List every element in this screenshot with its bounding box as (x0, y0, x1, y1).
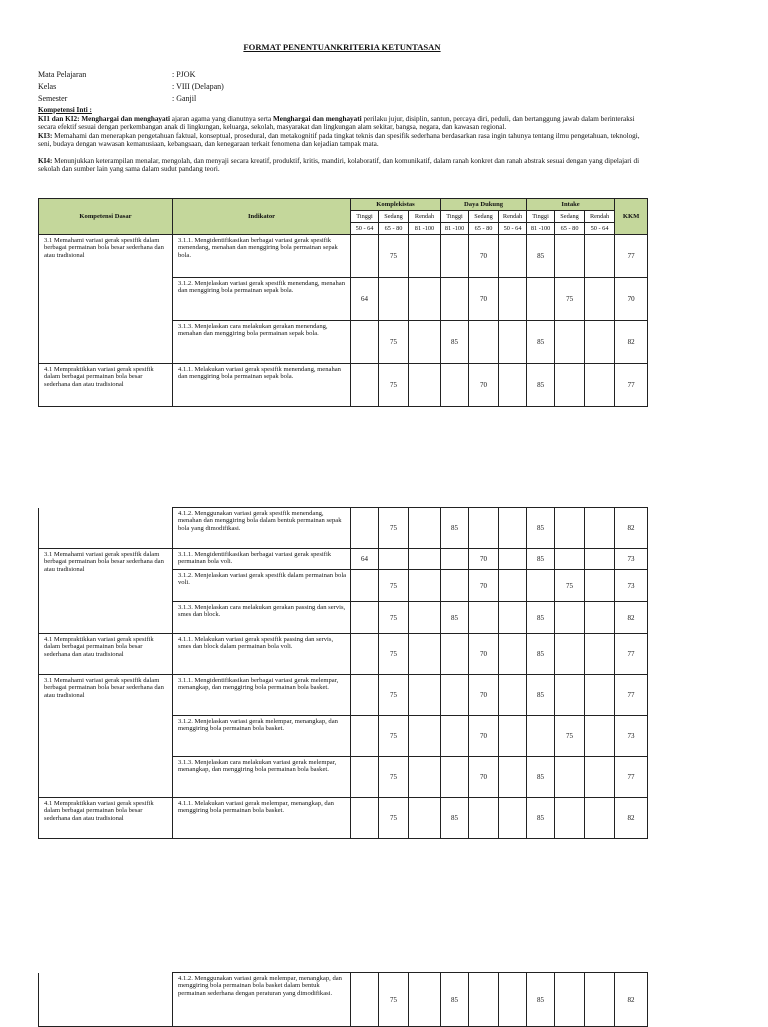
score-cell (555, 549, 585, 570)
kkm-cell: 77 (615, 675, 648, 716)
score-cell (409, 973, 441, 1027)
score-cell: 70 (469, 757, 499, 798)
score-cell (441, 278, 469, 321)
score-cell: 85 (441, 321, 469, 364)
ki-heading: Kompetensi Inti : (38, 106, 92, 114)
indikator-cell: 4.1.2. Menggunakan variasi gerak melempar, menangkap, dan menggiring bola permainan bola basket dalam bentuk permainan sederhana dengan peraturan yang dimodifikasi. (173, 973, 351, 1027)
score-cell (555, 757, 585, 798)
kkm-cell: 82 (615, 602, 648, 634)
score-cell (585, 634, 615, 675)
score-cell (585, 675, 615, 716)
score-cell: 85 (441, 973, 469, 1027)
score-cell: 75 (379, 321, 409, 364)
score-cell (441, 570, 469, 602)
indikator-cell: 3.1.2. Menjelaskan variasi gerak melempar, menangkap, dan menggiring bola permainan bola basket. (173, 716, 351, 757)
range-header: 50 - 64 (351, 223, 379, 235)
kd-cell: 3.1 Memahami variasi gerak spesifik dalam berbagai permainan bola besar sederhana dan atau tradisional (39, 675, 173, 798)
score-cell: 70 (469, 549, 499, 570)
kkm-table-3 (38, 972, 648, 1027)
table-row (39, 235, 648, 278)
sub-header: Tinggi (441, 211, 469, 223)
score-cell (351, 973, 379, 1027)
meta-value: : Ganjil (172, 94, 197, 103)
kkm-cell: 82 (615, 973, 648, 1027)
score-cell (469, 508, 499, 549)
meta-block (38, 69, 224, 105)
kkm-cell: 82 (615, 321, 648, 364)
indikator-cell: 3.1.2. Menjelaskan variasi gerak spesifik menendang, menahan dan menggiring bola permainan sepak bola. (173, 278, 351, 321)
kd-cell: 4.1 Mempraktikkan variasi gerak spesifik dalam berbagai permainan bola besar sederhana dan atau tradisional (39, 634, 173, 675)
kd-cell: 4.1 Mempraktikkan variasi gerak spesifik dalam berbagai permainan bola besar sederhana dan atau tradisional (39, 798, 173, 839)
score-cell: 64 (351, 549, 379, 570)
score-cell: 85 (527, 235, 555, 278)
score-cell (499, 549, 527, 570)
score-cell: 85 (527, 321, 555, 364)
ki12-text (38, 115, 650, 132)
header-indikator: Indikator (173, 199, 351, 235)
indikator-cell: 3.1.3. Menjelaskan cara melakukan variasi gerak melempar, menangkap, dan menggiring bola permainan bola basket. (173, 757, 351, 798)
sub-header: Rendah (409, 211, 441, 223)
table-row (39, 675, 648, 716)
indikator-cell: 4.1.2. Menggunakan variasi gerak spesifik menendang, menahan dan menggiring bola dalam bentuk permainan sepak bola yang dimodifikasi. (173, 508, 351, 549)
indikator-cell: 4.1.1. Melakukan variasi gerak spesifik menendang, menahan dan menggiring bola permainan sepak bola. (173, 364, 351, 407)
range-header: 65 - 80 (469, 223, 499, 235)
score-cell (469, 602, 499, 634)
header-intake: Intake (527, 199, 615, 211)
score-cell (585, 602, 615, 634)
meta-key: Kelas (38, 82, 57, 91)
kkm-cell: 73 (615, 716, 648, 757)
kd-cell: 3.1 Memahami variasi gerak spesifik dalam berbagai permainan bola besar sederhana dan atau tradisional (39, 235, 173, 364)
table-row (39, 798, 648, 839)
ki12-bold2: Menghargai dan menghayati (272, 114, 362, 123)
score-cell (555, 973, 585, 1027)
score-cell (499, 508, 527, 549)
indikator-cell: 3.1.2. Menjelaskan variasi gerak spesifik dalam permainan bola voli. (173, 570, 351, 602)
ki4-text (38, 157, 650, 174)
score-cell (351, 235, 379, 278)
header-kkm: KKM (615, 199, 648, 235)
score-cell (441, 675, 469, 716)
score-cell (409, 235, 441, 278)
score-cell (527, 278, 555, 321)
score-cell: 75 (379, 716, 409, 757)
score-cell (351, 634, 379, 675)
kd-cell (39, 508, 173, 549)
table-body (39, 235, 648, 407)
score-cell (351, 675, 379, 716)
ki4-body: Menunjukkan keterampilan menalar, mengolah, dan menyaji secara kreatif, produktif, kritis, mandiri, kolaboratif, dan komunikatif, dalam ranah konkret dan ranah abstrak sesuai dengan yang dipelajari di sekolah dan sumber lain yang sama dalam sudut pandang teori. (38, 156, 640, 173)
score-cell (585, 757, 615, 798)
score-cell (409, 602, 441, 634)
score-cell (499, 634, 527, 675)
score-cell (351, 798, 379, 839)
score-cell: 85 (527, 757, 555, 798)
score-cell: 85 (441, 508, 469, 549)
range-header: 81 -100 (527, 223, 555, 235)
score-cell (351, 321, 379, 364)
score-cell (409, 364, 441, 407)
score-cell (409, 549, 441, 570)
range-header: 81 -100 (441, 223, 469, 235)
sub-header: Sedang (379, 211, 409, 223)
score-cell (351, 602, 379, 634)
score-cell: 85 (527, 675, 555, 716)
score-cell: 64 (351, 278, 379, 321)
score-cell: 85 (527, 364, 555, 407)
score-cell: 75 (379, 508, 409, 549)
score-cell: 85 (527, 549, 555, 570)
score-cell: 70 (469, 675, 499, 716)
table-body (39, 508, 648, 839)
score-cell: 70 (469, 278, 499, 321)
kkm-cell: 77 (615, 364, 648, 407)
ki12-bold1: Menghargai dan menghayati (81, 114, 170, 123)
score-cell: 75 (379, 235, 409, 278)
range-header: 65 - 80 (379, 223, 409, 235)
score-cell (499, 757, 527, 798)
score-cell (499, 798, 527, 839)
indikator-cell: 4.1.1. Melakukan variasi gerak melempar, menangkap, dan menggiring bola permainan bola basket. (173, 798, 351, 839)
score-cell: 75 (379, 757, 409, 798)
ki-block (38, 106, 650, 174)
score-cell (409, 757, 441, 798)
score-cell: 75 (555, 570, 585, 602)
ki3-label: KI3: (38, 131, 53, 140)
score-cell (441, 716, 469, 757)
ki12-label: KI1 dan KI2: (38, 114, 80, 123)
sub-header: Tinggi (527, 211, 555, 223)
score-cell: 75 (379, 973, 409, 1027)
score-cell (527, 716, 555, 757)
score-cell: 75 (379, 570, 409, 602)
score-cell (499, 716, 527, 757)
range-header: 50 - 64 (499, 223, 527, 235)
score-cell (351, 570, 379, 602)
score-cell (441, 634, 469, 675)
score-cell: 85 (527, 798, 555, 839)
score-cell: 70 (469, 570, 499, 602)
score-cell: 85 (527, 602, 555, 634)
sub-header: Sedang (469, 211, 499, 223)
score-cell (469, 798, 499, 839)
score-cell (409, 675, 441, 716)
kd-cell: 3.1 Memahami variasi gerak spesifik dalam berbagai permainan bola besar sederhana dan atau tradisional (39, 549, 173, 634)
sub-header: Tinggi (351, 211, 379, 223)
score-cell: 70 (469, 235, 499, 278)
header-kompleksitas: Komplekistas (351, 199, 441, 211)
range-header: 81 -100 (409, 223, 441, 235)
kkm-cell: 77 (615, 235, 648, 278)
score-cell (499, 321, 527, 364)
table-body (39, 973, 648, 1027)
kkm-table-2 (38, 507, 648, 839)
meta-row (38, 81, 224, 93)
score-cell (499, 235, 527, 278)
score-cell: 75 (379, 675, 409, 716)
score-cell (351, 716, 379, 757)
indikator-cell: 4.1.1. Melakukan variasi gerak spesifik passing dan servis, smes dan block dalam permainan bola voli. (173, 634, 351, 675)
ki12-rest: perilaku jujur, disiplin, santun, percaya diri, peduli, dan bertanggung jawab dalam berinteraksi secara efektif sesuai dengan perkembangan anak di lingkungan, keluarga, sekolah, masyarakat dan lingkungan alam sekitar, bangsa, negara, dan kawasan regional. (38, 114, 635, 131)
score-cell (555, 634, 585, 675)
table-row (39, 634, 648, 675)
score-cell (409, 634, 441, 675)
indikator-cell: 3.1.3. Menjelaskan cara melakukan gerakan passing dan servis, smes dan block. (173, 602, 351, 634)
score-cell (351, 364, 379, 407)
score-cell (555, 508, 585, 549)
score-cell (585, 235, 615, 278)
indikator-cell: 3.1.1. Mengidentifikasikan berbagai variasi gerak spesifik menendang, menahan dan menggiring bola permainan sepak bola. (173, 235, 351, 278)
score-cell: 75 (555, 278, 585, 321)
ki3-text (38, 132, 650, 149)
kkm-cell: 77 (615, 634, 648, 675)
score-cell (585, 278, 615, 321)
ki12-mid: ajaran agama yang dianutnya serta (170, 114, 273, 123)
meta-row (38, 69, 224, 81)
sub-header: Rendah (585, 211, 615, 223)
kkm-cell: 70 (615, 278, 648, 321)
score-cell: 75 (379, 602, 409, 634)
score-cell: 70 (469, 634, 499, 675)
sub-header: Sedang (555, 211, 585, 223)
score-cell (585, 570, 615, 602)
score-cell (555, 364, 585, 407)
range-header: 65 - 80 (555, 223, 585, 235)
score-cell (351, 757, 379, 798)
score-cell: 75 (379, 634, 409, 675)
kkm-cell: 73 (615, 549, 648, 570)
kkm-cell: 82 (615, 798, 648, 839)
table-row (39, 973, 648, 1027)
header-daya-dukung: Daya Dukung (441, 199, 527, 211)
score-cell (585, 716, 615, 757)
score-cell (441, 235, 469, 278)
score-cell (499, 973, 527, 1027)
score-cell (409, 278, 441, 321)
kkm-cell: 73 (615, 570, 648, 602)
score-cell (499, 278, 527, 321)
indikator-cell: 3.1.3. Menjelaskan cara melakukan gerakan menendang, menahan dan menggiring bola permainan sepak bola. (173, 321, 351, 364)
score-cell (499, 364, 527, 407)
score-cell (555, 798, 585, 839)
score-cell (409, 716, 441, 757)
sub-header: Rendah (499, 211, 527, 223)
kd-cell (39, 973, 173, 1027)
score-cell (585, 321, 615, 364)
score-cell: 85 (527, 508, 555, 549)
document-title: FORMAT PENENTUANKRITERIA KETUNTASAN (243, 42, 441, 52)
meta-value: : VIII (Delapan) (172, 82, 224, 91)
score-cell (499, 675, 527, 716)
score-cell: 75 (379, 798, 409, 839)
table-row (39, 549, 648, 570)
score-cell (499, 570, 527, 602)
score-cell (379, 549, 409, 570)
score-cell (379, 278, 409, 321)
table-row (39, 364, 648, 407)
score-cell (441, 549, 469, 570)
score-cell (585, 364, 615, 407)
table-row (39, 508, 648, 549)
header-kd: Kompetensi Dasar (39, 199, 173, 235)
score-cell (585, 798, 615, 839)
meta-key: Mata Pelajaran (38, 70, 87, 79)
score-cell (527, 570, 555, 602)
score-cell: 70 (469, 716, 499, 757)
score-cell: 70 (469, 364, 499, 407)
score-cell (555, 675, 585, 716)
range-header: 50 - 64 (585, 223, 615, 235)
score-cell (555, 235, 585, 278)
score-cell (499, 602, 527, 634)
score-cell (555, 602, 585, 634)
score-cell (469, 973, 499, 1027)
score-cell (409, 321, 441, 364)
score-cell (555, 321, 585, 364)
score-cell: 85 (527, 634, 555, 675)
kkm-table-1 (38, 198, 648, 407)
indikator-cell: 3.1.1. Mengidentifikasikan berbagai variasi gerak spesifik permainan bola voli. (173, 549, 351, 570)
indikator-cell: 3.1.1. Mengidentifikasikan berbagai variasi gerak melempar, menangkap, dan menggiring bola permainan bola basket. (173, 675, 351, 716)
score-cell (441, 757, 469, 798)
score-cell (441, 364, 469, 407)
score-cell (469, 321, 499, 364)
score-cell: 75 (555, 716, 585, 757)
score-cell: 75 (379, 364, 409, 407)
meta-row (38, 93, 224, 105)
score-cell (409, 508, 441, 549)
kkm-cell: 82 (615, 508, 648, 549)
score-cell (585, 973, 615, 1027)
kd-cell: 4.1 Mempraktikkan variasi gerak spesifik dalam berbagai permainan bola besar sederhana dan atau tradisional (39, 364, 173, 407)
score-cell (409, 798, 441, 839)
ki4-label: KI4: (38, 156, 53, 165)
score-cell (585, 508, 615, 549)
score-cell (409, 570, 441, 602)
kkm-cell: 77 (615, 757, 648, 798)
score-cell: 85 (527, 973, 555, 1027)
score-cell: 85 (441, 602, 469, 634)
ki3-body: Memahami dan menerapkan pengetahuan faktual, konseptual, prosedural, dan metakognitif pada tingkat teknis dan spesifik sederhana berdasarkan rasa ingin tahunya tentang ilmu pengetahuan, teknologi, seni, budaya dengan wawasan kemanusiaan, kebangsaan, dan kenegaraan terkait fenomena dan kejadian tampak mata. (38, 131, 640, 148)
score-cell: 85 (441, 798, 469, 839)
score-cell (351, 508, 379, 549)
score-cell (585, 549, 615, 570)
meta-value: : PJOK (172, 70, 196, 79)
meta-key: Semester (38, 94, 68, 103)
